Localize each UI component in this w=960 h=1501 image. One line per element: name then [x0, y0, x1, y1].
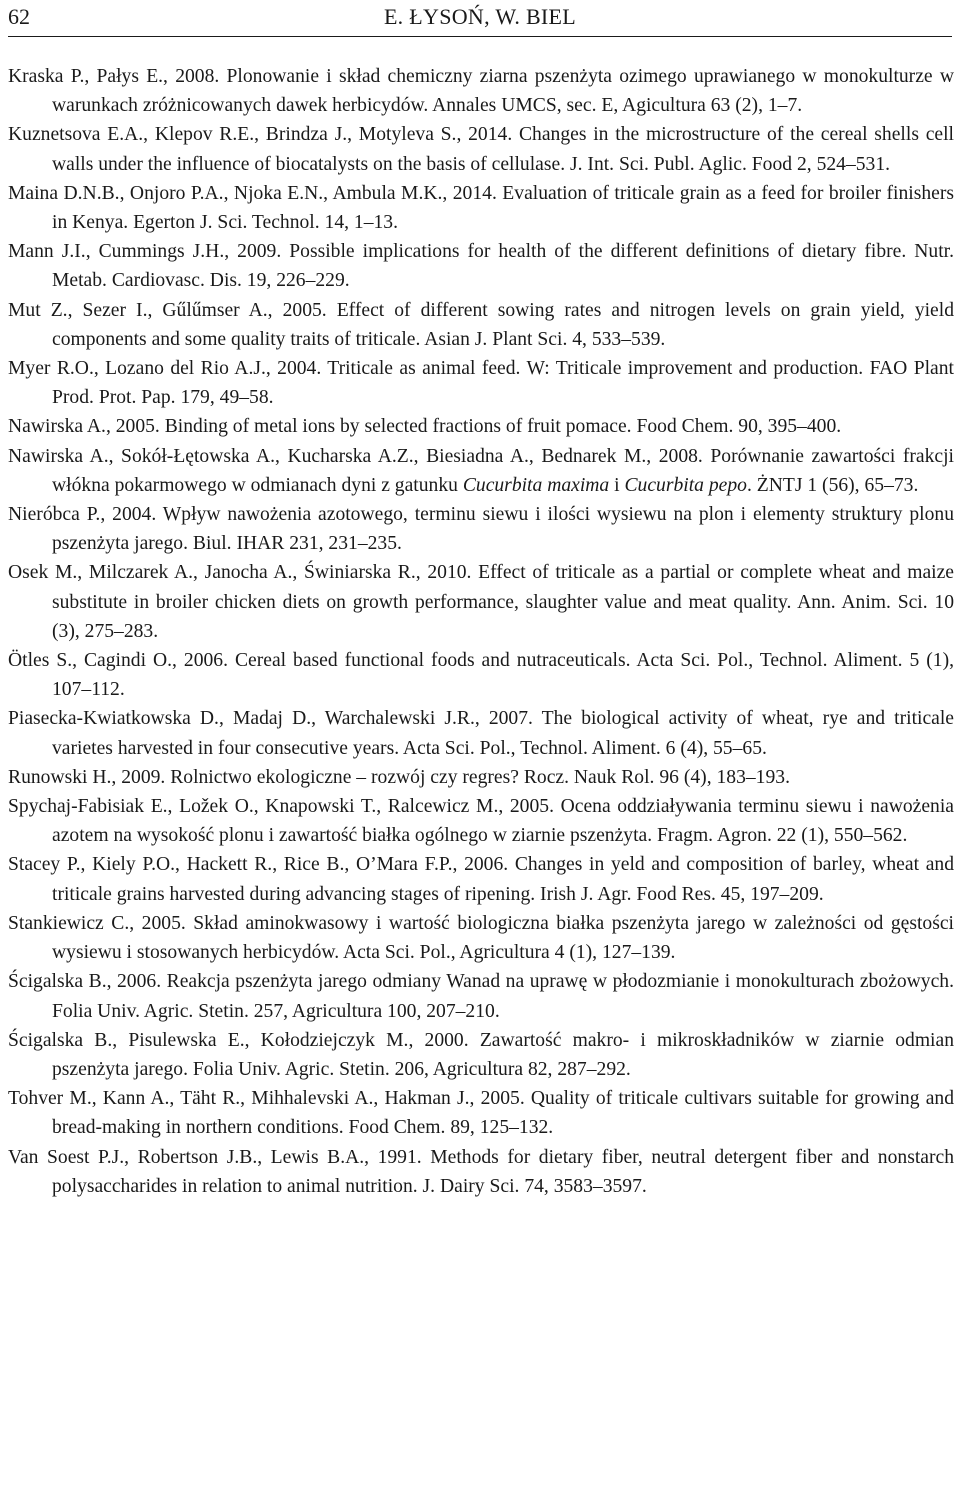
- reference-text: Piasecka-Kwiatkowska D., Madaj D., Warchalewski J.R., 2007. The biological activity of wheat, rye and triticale varietes harvested in four consecutive years. Acta Sci. Pol., Technol. Aliment. 6 (4), 55–65.: [8, 708, 954, 759]
- reference-text: Maina D.N.B., Onjoro P.A., Njoka E.N., Ambula M.K., 2014. Evaluation of triticale grain as a feed for broiler finishers in Kenya. Egerton J. Sci. Technol. 14, 1–13.: [8, 182, 954, 234]
- reference-entry: [8, 909, 954, 967]
- reference-entry: [8, 354, 954, 412]
- reference-entry: [8, 1084, 954, 1142]
- reference-text: Mut Z., Sezer I., Gűlűmser A., 2005. Effect of different sowing rates and nitrogen levels on grain yield, yield components and some quality traits of triticale. Asian J. Plant Sci. 4, 533–539.: [8, 299, 954, 350]
- reference-text: Van Soest P.J., Robertson J.B., Lewis B.A., 1991. Methods for dietary fiber, neutral detergent fiber and nonstarch polysaccharides in relation to animal nutrition. J. Dairy Sci. 74, 3583–3597.: [8, 1146, 954, 1197]
- reference-text: i: [609, 474, 625, 496]
- reference-entry: [8, 850, 954, 908]
- header-rule: [8, 36, 952, 37]
- reference-text: . ŻNTJ 1 (56), 65–73.: [746, 474, 919, 496]
- reference-entry: [8, 763, 954, 792]
- header-authors: E. ŁYSOŃ, W. BIEL: [383, 4, 577, 29]
- reference-entry: [8, 179, 954, 237]
- reference-text: Ścigalska B., Pisulewska E., Kołodziejczyk M., 2000. Zawartość makro- i mikroskładników w ziarnie odmian pszenżyta jarego. Folia Univ. Agric. Stetin. 206, Agricultura 82, 287–292.: [8, 1029, 954, 1080]
- reference-entry: [8, 558, 954, 646]
- reference-entry: [8, 296, 954, 354]
- reference-entry: [8, 704, 954, 762]
- reference-text: Kraska P., Pałys E., 2008. Plonowanie i skład chemiczny ziarna pszenżyta ozimego uprawianego w monokulturze w warunkach zróżnicowanych dawek herbicydów. Annales UMCS, sec. E, Agicultura 63 (2), 1–7.: [8, 66, 954, 117]
- reference-text: Tohver M., Kann A., Täht R., Mihhalevski A., Hakman J., 2005. Quality of triticale cultivars suitable for growing and bread-making in northern conditions. Food Chem. 89, 125–132.: [8, 1088, 954, 1139]
- reference-text: Nawirska A., Sokół-Łętowska A., Kucharska A.Z., Biesiadna A., Bednarek M., 2008. Porównanie zawartości frakcji włókna pokarmowego w odmianach dyni z gatunku: [8, 445, 954, 496]
- reference-entry: [8, 412, 954, 441]
- reference-list: [8, 62, 954, 1201]
- reference-text: Kuznetsova E.A., Klepov R.E., Brindza J., Motyleva S., 2014. Changes in the microstructure of the cereal shells cell walls under the influence of biocatalysts on the basis of cellulase. J. Int. Sci. Publ. Aglic. Food 2, 524–531.: [8, 124, 954, 175]
- reference-text: Myer R.O., Lozano del Rio A.J., 2004. Triticale as animal feed. W: Triticale improvement and production. FAO Plant Prod. Prot. Pap. 179, 49–58.: [8, 358, 954, 409]
- reference-entry: [8, 792, 954, 850]
- reference-entry: [8, 442, 954, 500]
- reference-entry: [8, 1143, 954, 1201]
- reference-entry: [8, 500, 954, 558]
- reference-entry: [8, 237, 954, 295]
- reference-species-name: Cucurbita maxima: [462, 474, 610, 496]
- reference-text: Osek M., Milczarek A., Janocha A., Świniarska R., 2010. Effect of triticale as a partial or complete wheat and maize substitute in broiler chicken diets on growth performance, slaughter value and meat quality. Ann. Anim. Sci. 10 (3), 275–283.: [8, 562, 954, 642]
- reference-entry: [8, 1026, 954, 1084]
- reference-text: Mann J.I., Cummings J.H., 2009. Possible implications for health of the different definitions of dietary fibre. Nutr. Metab. Cardiovasc. Dis. 19, 226–229.: [8, 241, 954, 292]
- reference-text: Ötles S., Cagindi O., 2006. Cereal based functional foods and nutraceuticals. Acta Sci. Pol., Technol. Aliment. 5 (1), 107–112.: [8, 650, 954, 701]
- reference-text: Runowski H., 2009. Rolnictwo ekologiczne – rozwój czy regres? Rocz. Nauk Rol. 96 (4), 183–193.: [8, 766, 790, 788]
- reference-text: Ścigalska B., 2006. Reakcja pszenżyta jarego odmiany Wanad na uprawę w płodozmianie i monokulturach zbożowych. Folia Univ. Agric. Stetin. 257, Agricultura 100, 207–210.: [8, 971, 954, 1022]
- reference-species-name: Cucurbita pepo: [624, 474, 747, 496]
- running-header: [8, 2, 952, 32]
- page-number: 62: [8, 4, 30, 29]
- reference-text: Stankiewicz C., 2005. Skład aminokwasowy i wartość biologiczna białka pszenżyta jarego w zależności od gęstości wysiewu i stosowanych herbicydów. Acta Sci. Pol., Agricultura 4 (1), 127–139.: [8, 912, 954, 964]
- reference-text: Nieróbca P., 2004. Wpływ nawożenia azotowego, terminu siewu i ilości wysiewu na plon i elementy struktury plonu pszenżyta jarego. Biul. IHAR 231, 231–235.: [8, 504, 954, 555]
- reference-entry: [8, 120, 954, 178]
- reference-entry: [8, 646, 954, 704]
- reference-entry: [8, 62, 954, 120]
- reference-text: Nawirska A., 2005. Binding of metal ions by selected fractions of fruit pomace. Food Chem. 90, 395–400.: [8, 416, 842, 438]
- reference-text: Stacey P., Kiely P.O., Hackett R., Rice B., O’Mara F.P., 2006. Changes in yeld and composition of barley, wheat and triticale grains harvested during advancing stages of ripening. Irish J. Agr. Food Res. 45, 197–209.: [8, 854, 954, 905]
- reference-text: Spychaj-Fabisiak E., Ložek O., Knapowski T., Ralcewicz M., 2005. Ocena oddziaływania terminu siewu i nawożenia azotem na wysokość plonu i zawartość białka ogólnego w ziarnie pszenżyta. Fragm. Agron. 22 (1), 550–562.: [8, 796, 954, 847]
- reference-entry: [8, 967, 954, 1025]
